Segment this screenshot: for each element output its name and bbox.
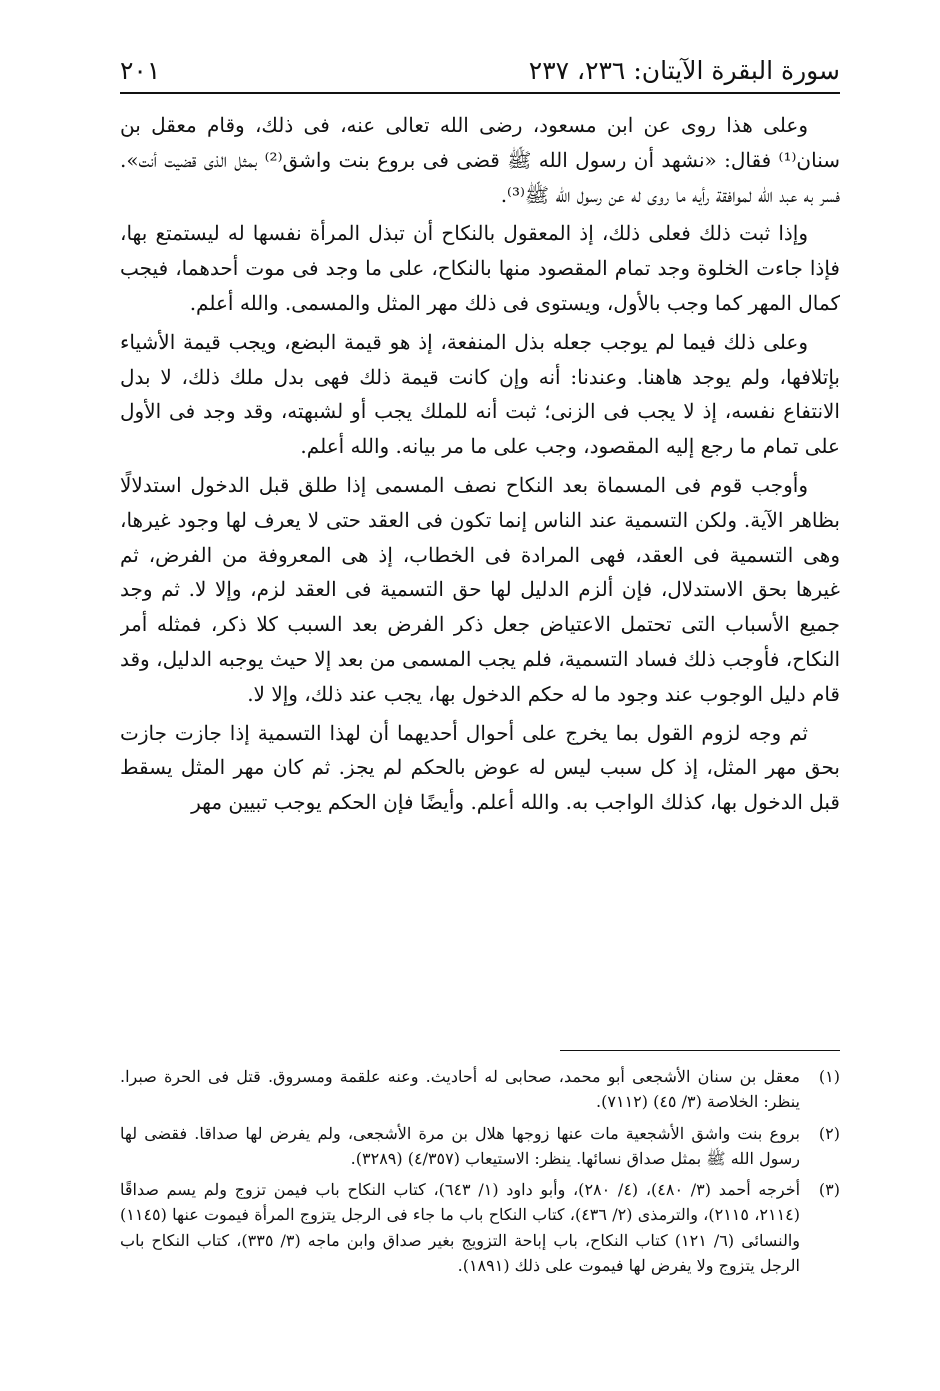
footnote-number: (٣)	[818, 1180, 840, 1200]
footnote-number: (٢)	[818, 1123, 840, 1143]
footnote-text: أخرجه أحمد (٣/ ٤٨٠)، (٤/ ٢٨٠)، وأبو داود (١/ ٦٤٣)، كتاب النكاح باب فيمن تزوج ولم يسم صداقًا (٢١١٤، ٢١١٥)، والترمذى (٢/ ٤٣٦)، كتاب النكاح باب ما جاء فى الرجل يتزوج المرأة فيموت عنها (١١٤٥) والنسائى (٦/ ١٢١) كتاب النكاح، باب إباحة التزويج بغير صداق وابن ماجه (٣/ ٣٣٥)، كتاب النكاح باب الرجل يتزوج ولا يفرض لها فيموت على ذلك (١٨٩١).	[120, 1180, 801, 1276]
footnote-3	[120, 1177, 840, 1278]
page-number: ٢٠١	[120, 56, 161, 85]
paragraph: وعلى هذا روى عن ابن مسعود، رضى الله تعالى عنه، فى ذلك، وقام معقل بن سنان⁽¹⁾ فقال: «نشهد أن رسول الله ﷺ قضى فى بروع بنت واشق⁽²⁾ بمثل الذى قضيت أنت». فسر به عبد الله لموافقة رأيه ما روى له عن رسول الله ﷺ⁽³⁾.	[120, 113, 840, 207]
paragraph: وإذا ثبت ذلك فعلى ذلك، إذ المعقول بالنكاح أن تبذل المرأة نفسها له ليستمتع بها، فإذا جاءت الخلوة وجد تمام المقصود منها بالنكاح، على ما وجد فى موت أحدهما، فيجب كمال المهر كما وجب بالأول، ويستوى فى ذلك مهر المثل والمسمى. والله أعلم.	[120, 221, 840, 315]
paragraph: ثم وجه لزوم القول بما يخرج على أحوال أحديهما أن لهذا التسمية إذا جازت جازت بحق مهر المثل، إذ كل سبب ليس له عوض بالحكم لم يجز. ثم كان مهر المثل يسقط قبل الدخول بها، كذلك الواجب به. والله أعلم. وأيضًا فإن الحكم يوجب تبيين مهر	[120, 720, 840, 815]
running-title: سورة البقرة الآيتان: ٢٣٦، ٢٣٧	[528, 56, 840, 85]
paragraph: وأوجب قوم فى المسماة بعد النكاح نصف المسمى إذا طلق قبل الدخول استدلالًا بظاهر الآية. ولكن التسمية عند الناس إنما تكون فى العقد حتى لا يعرف لها وجود غيرها، وهى التسمية فى العقد، فهى المرادة فى الخطاب، إذ هى المعروفة من الفرض، ثم غيرها بحق الاستدلال، فإن ألزم الدليل لها حق التسمية فى العقد لزم، وإلا لا. ثم وجد جميع الأسباب التى تحتمل الاعتياض جعل ذكر الفرض بعد السبب كلا ذكر، فمثله أمر النكاح، فأوجب ذلك فساد التسمية، فلم يجب المسمى من بعد إلا حيث يوجبه الدليل، وقد قام دليل الوجوب عند وجود ما له حكم الدخول بها، يجب عند ذلك، وإلا لا.	[120, 472, 840, 706]
paragraph: وعلى ذلك فيما لم يوجب جعله بذل المنفعة، إذ هو قيمة البضع، ويجب قيمة الأشياء بإتلافها، ولم يوجد هاهنا. وعندنا: أنه وإن كانت قيمة ذلك فهى بدل ملك ذلك، لا بدل الانتفاع نفسه، إذ لا يجب فى الزنى؛ ثبت أنه للملك يجب أو لشبهته، وقد وجد فى الأول على تمام ما رجع إليه المقصود، وجب على ما مر بيانه. والله أعلم.	[120, 329, 840, 459]
footnote-text: بروع بنت واشق الأشجعية مات عنها زوجها هلال بن مرة الأشجعى، ولم يفرض لها صداقا. فقضى لها رسول الله ﷺ بمثل صداق نسائها. ينظر: الاستيعاب (٤/٣٥٧) (٣٢٨٩).	[120, 1123, 800, 1168]
footnotes	[120, 1064, 840, 1324]
main-text	[120, 108, 840, 1033]
footnote-number: (١)	[818, 1067, 840, 1086]
footnote-text: معقل بن سنان الأشجعى أبو محمد، صحابى له أحاديث. وعنه علقمة ومسروق. قتل فى الحرة صبرا. ينظر: الخلاصة (٣/ ٤٥) (٧١١٢).	[120, 1067, 800, 1112]
footnote-1	[120, 1064, 840, 1115]
footnote-2	[120, 1121, 840, 1172]
header-rule	[120, 92, 840, 94]
page-header	[120, 50, 840, 90]
footnote-separator	[560, 1050, 840, 1051]
